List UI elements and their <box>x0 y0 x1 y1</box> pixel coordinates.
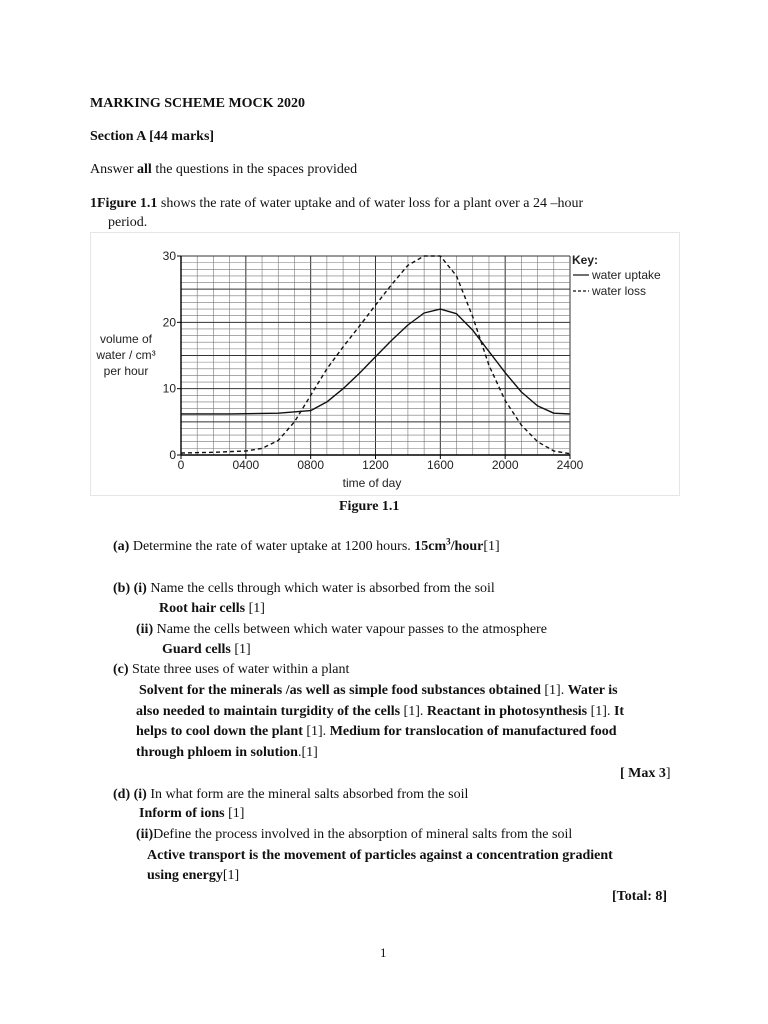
x-tick-label: 0400 <box>232 458 260 472</box>
part-d-ii-answer-line-1: Active transport is the movement of particles against a concentration gradient <box>147 848 613 863</box>
total-marks: [Total: 8] <box>612 889 668 904</box>
legend-water-loss-label: water loss <box>592 284 647 298</box>
part-c-answer-line-1: Solvent for the minerals /as well as simple food substances obtained [1]. Water is <box>139 683 618 698</box>
x-tick-label: 2000 <box>491 458 519 472</box>
part-c-max-marks: [ Max 3] <box>620 766 671 781</box>
water-uptake-loss-chart <box>90 232 680 496</box>
y-axis-label-line-2: water / cm³ <box>96 348 156 362</box>
part-d-i: (d) (i) In what form are the mineral salts absorbed from the soil <box>113 787 469 802</box>
x-tick-label: 1200 <box>362 458 389 472</box>
part-c: (c) State three uses of water within a plant <box>113 662 350 677</box>
part-d-i-answer: Inform of ions [1] <box>139 806 245 821</box>
y-tick-label: 20 <box>162 315 176 330</box>
figure-caption: Figure 1.1 <box>339 499 400 514</box>
part-c-answer-line-4: through phloem in solution.[1] <box>136 745 318 760</box>
x-tick-label: 2400 <box>556 458 584 472</box>
part-d-ii-answer-line-2: using energy[1] <box>147 868 240 883</box>
part-b-ii: (ii) Name the cells between which water vapour passes to the atmosphere <box>136 622 547 637</box>
y-axis-label-line-1: volume of <box>99 332 153 346</box>
part-b-i-answer: Root hair cells [1] <box>159 601 265 616</box>
part-a: (a) Determine the rate of water uptake at 1200 hours. $15cm^3/hour[1]$ <box>113 536 500 554</box>
x-axis-label: time of day <box>342 476 402 490</box>
legend-water-uptake-label: water uptake <box>592 268 661 282</box>
x-tick-label: 0 <box>177 458 185 472</box>
document-title: MARKING SCHEME MOCK 2020 <box>90 96 306 111</box>
page-number: 1 <box>380 945 387 960</box>
question-intro: 1Figure 1.1 shows the rate of water uptake and of water loss for a plant over a 24 –hour <box>90 196 584 211</box>
y-tick-label: 0 <box>169 448 176 462</box>
x-tick-label: 1600 <box>426 458 454 472</box>
section-heading: Section A [44 marks] <box>90 129 215 144</box>
instruction: Answer all the questions in the spaces provided <box>90 162 358 177</box>
part-b-ii-answer: Guard cells [1] <box>162 642 251 657</box>
part-c-answer-line-3: helps to cool down the plant [1]. Medium for translocation of manufactured food <box>136 724 617 739</box>
part-b-i: (b) (i) Name the cells through which water is absorbed from the soil <box>113 581 495 596</box>
x-tick-label: 0800 <box>297 458 325 472</box>
y-tick-label: 10 <box>162 381 176 396</box>
y-tick-label: 30 <box>162 249 176 263</box>
legend-title: Key: <box>572 253 599 267</box>
question-intro-line2: period. <box>108 215 148 230</box>
y-axis-label-line-3: per hour <box>103 364 149 378</box>
part-c-answer-line-2: also needed to maintain turgidity of the cells [1]. Reactant in photosynthesis [1]. It <box>136 704 625 719</box>
part-d-ii: (ii)Define the process involved in the absorption of mineral salts from the soil <box>136 827 573 842</box>
